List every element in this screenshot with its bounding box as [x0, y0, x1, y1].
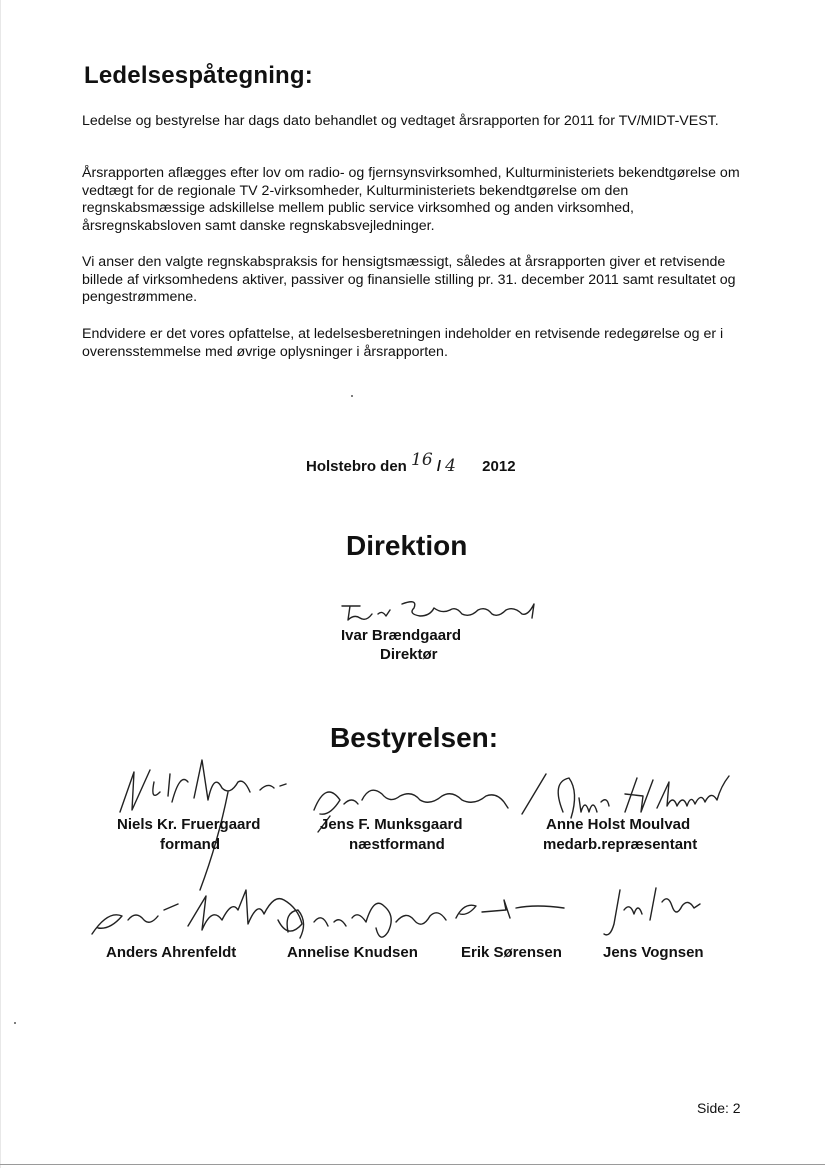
board-member-name: Anders Ahrenfeldt	[106, 944, 237, 961]
scan-edge	[0, 0, 1, 1168]
board-member-name: Jens Vognsen	[603, 944, 704, 961]
paragraph-2: Årsrapporten aflægges efter lov om radio- og fjernsynsvirksomhed, Kulturministeriets bekendtgørelse om vedtægt for de regionale TV 2-virksomheder, Kulturministeriets bekendtgørelse om den regnskabsmæssige adskillelse mellem public service virksomhed og anden virksomhed, årsregnskabsloven samt danske regnskabsvejledninger.	[82, 165, 740, 234]
bestyrelsen-heading: Bestyrelsen:	[330, 722, 499, 753]
scan-speck	[14, 1022, 16, 1024]
handwritten-month: 4	[445, 456, 456, 476]
place-date-prefix: Holstebro den	[306, 458, 407, 475]
scan-speck	[351, 395, 353, 397]
direktion-role: Direktør	[380, 646, 438, 663]
place-date	[306, 450, 516, 476]
page-number: Side: 2	[697, 1100, 741, 1116]
signature-annelise-knudsen	[280, 892, 460, 952]
board-member-name: Annelise Knudsen	[287, 944, 418, 961]
direktion-heading: Direktion	[346, 530, 468, 561]
signature-ivar-braendgaard	[338, 596, 548, 630]
board-member-role: formand	[160, 836, 220, 853]
board-member-name: Niels Kr. Fruergaard	[117, 816, 261, 833]
date-year: 2012	[482, 458, 516, 475]
paragraph-4: Endvidere er det vores opfattelse, at ledelsesberetningen indeholder en retvisende redegørelse og er i overensstemmelse med øvrige oplysninger i årsrapporten.	[82, 326, 724, 360]
page-title: Ledelsespåtegning:	[84, 62, 313, 89]
board-member-role: næstformand	[349, 836, 445, 853]
board-member-name: Jens F. Munksgaard	[320, 816, 463, 833]
board-member-name: Anne Holst Moulvad	[546, 816, 691, 833]
paragraph-1: Ledelse og bestyrelse har dags dato behandlet og vedtaget årsrapporten for 2011 for TV/MIDT-VEST.	[82, 113, 719, 129]
date-separator: /	[436, 458, 441, 475]
scan-edge-bottom	[0, 1164, 825, 1165]
handwritten-day: 16	[411, 450, 433, 470]
board-member-role: medarb.repræsentant	[543, 836, 698, 853]
signature-erik-sorensen	[446, 888, 576, 928]
direktion-name: Ivar Brændgaard	[341, 627, 462, 644]
board-member-name: Erik Sørensen	[461, 944, 562, 961]
paragraph-3: Vi anser den valgte regnskabspraksis for hensigtsmæssigt, således at årsrapporten giver et retvisende billede af virksomhedens aktiver, passiver og finansielle stilling pr. 31. december 2011 samt resultatet og pengestrømmene.	[82, 254, 736, 306]
